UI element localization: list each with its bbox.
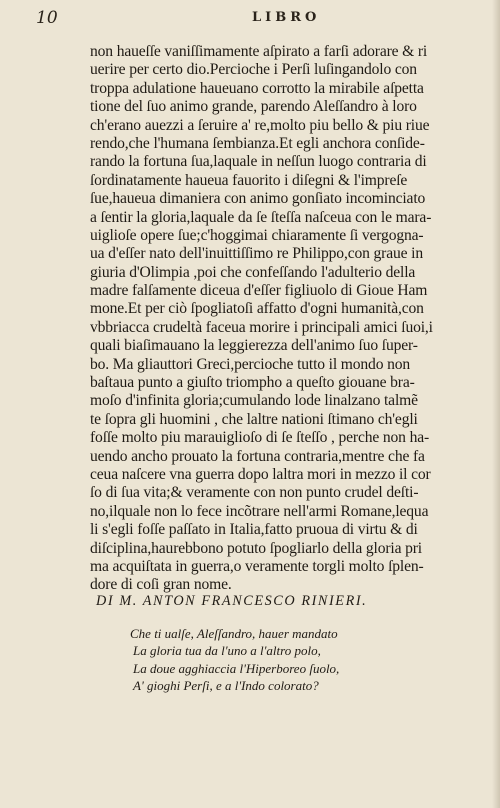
body-line: troppa adulatione haueuano corrotto la mirabile aſpetta	[90, 79, 424, 97]
body-line: ua d'eſſer nato dell'inuittiſſimo re Philippo,con graue in	[90, 245, 423, 263]
body-line: bo. Ma gliauttori Greci,percioche tutto il mondo non	[90, 355, 411, 373]
body-line: ſue,haueua dimaniera con animo gonſiato incominciato	[90, 190, 426, 208]
body-line: ch'erano auezzi a ſeruire a' re,molto piu bello & piu riue	[90, 116, 430, 134]
verse-line: A' gioghi Perſi, e a l'Indo colorato?	[133, 678, 319, 694]
page-edge-shadow	[492, 0, 500, 808]
body-line: foſſe molto piu marauiglioſo di ſe ſteſſo , perche non ha-	[90, 429, 430, 447]
body-line: uendo ancho prouato la fortuna contraria,mentre che fa	[90, 447, 425, 465]
body-line: mone.Et per ciò ſpogliatoſi affatto d'ogni humanità,con	[90, 300, 424, 318]
body-line: moſo d'infinita gloria;cumulando lode linalzano talmẽ	[90, 392, 418, 410]
body-line: te ſopra gli huomini , che laltre nationi ſtimano ch'egli	[90, 410, 418, 428]
body-line: uiglioſe opere ſue;c'hoggimai chiaramente ſi vergogna-	[90, 226, 424, 244]
running-head	[10, 6, 470, 32]
verse-stanza	[130, 625, 460, 695]
body-line: ſordinatamente haueua fauorito i diſegni & l'impreſe	[90, 171, 408, 189]
body-text	[90, 43, 476, 595]
body-line: ma acquiſtata in guerra,o veramente torgli molto ſplen-	[90, 557, 424, 575]
body-line: diſciplina,haurebbono potuto ſpogliarlo della gloria pri	[90, 539, 422, 557]
page-number: 10	[36, 8, 58, 28]
body-line: madre falſamente diceua d'eſſer figliuolo di Gioue Ham	[90, 282, 428, 300]
verse-line: Che ti ualſe, Aleſſandro, hauer mandato	[130, 626, 338, 641]
body-line: baſtaua punto a giuſto triompho a queſto giouane bra-	[90, 374, 415, 392]
section-heading: DI M. ANTON FRANCESCO RINIERI.	[96, 593, 368, 609]
verse-line: La doue agghiaccia l'Hiperboreo ſuolo,	[133, 660, 340, 676]
running-title: LIBRO	[252, 10, 321, 25]
body-line: li s'egli foſſe paſſato in Italia,fatto pruoua di virtu & di	[90, 521, 418, 539]
body-line: a ſentir la gloria,laquale da ſe ſteſſa naſceua con le mara-	[90, 208, 432, 226]
body-line: uerire per certo dio.Percioche i Perſi luſingandolo con	[90, 61, 417, 79]
body-line: tione del ſuo animo grande, parendo Aleſſandro à loro	[90, 98, 417, 116]
body-line: vbbriacca crudeltà faceua morire i principali amici ſuoi,i	[90, 318, 433, 336]
body-line: non haueſſe vaniſſimamente aſpirato a farſi adorare & ri	[90, 43, 428, 60]
body-line: giuria d'Olimpia ,poi che confeſſando l'adulterio della	[90, 263, 416, 281]
body-line: rendo,che l'humana ſembianza.Et egli anchora conſide-	[90, 134, 425, 152]
body-line: ceua naſcere vna guerra dopo laltra mori in mezzo il cor	[90, 465, 431, 483]
body-line: ſo di ſua vita;& veramente con non punto crudel deſti-	[90, 484, 419, 502]
body-line: quali biaſimauano la leggierezza dell'animo ſuo ſuper-	[90, 337, 418, 355]
body-line: dore di coſi gran nome.	[90, 576, 232, 594]
verse-line: La gloria tua da l'uno a l'altro polo,	[133, 643, 321, 659]
body-line: no,ilquale non lo fece incõtrare nell'armi Romane,lequa	[90, 502, 429, 520]
body-line: rando la fortuna ſua,laquale in neſſun luogo contraria di	[90, 153, 427, 171]
